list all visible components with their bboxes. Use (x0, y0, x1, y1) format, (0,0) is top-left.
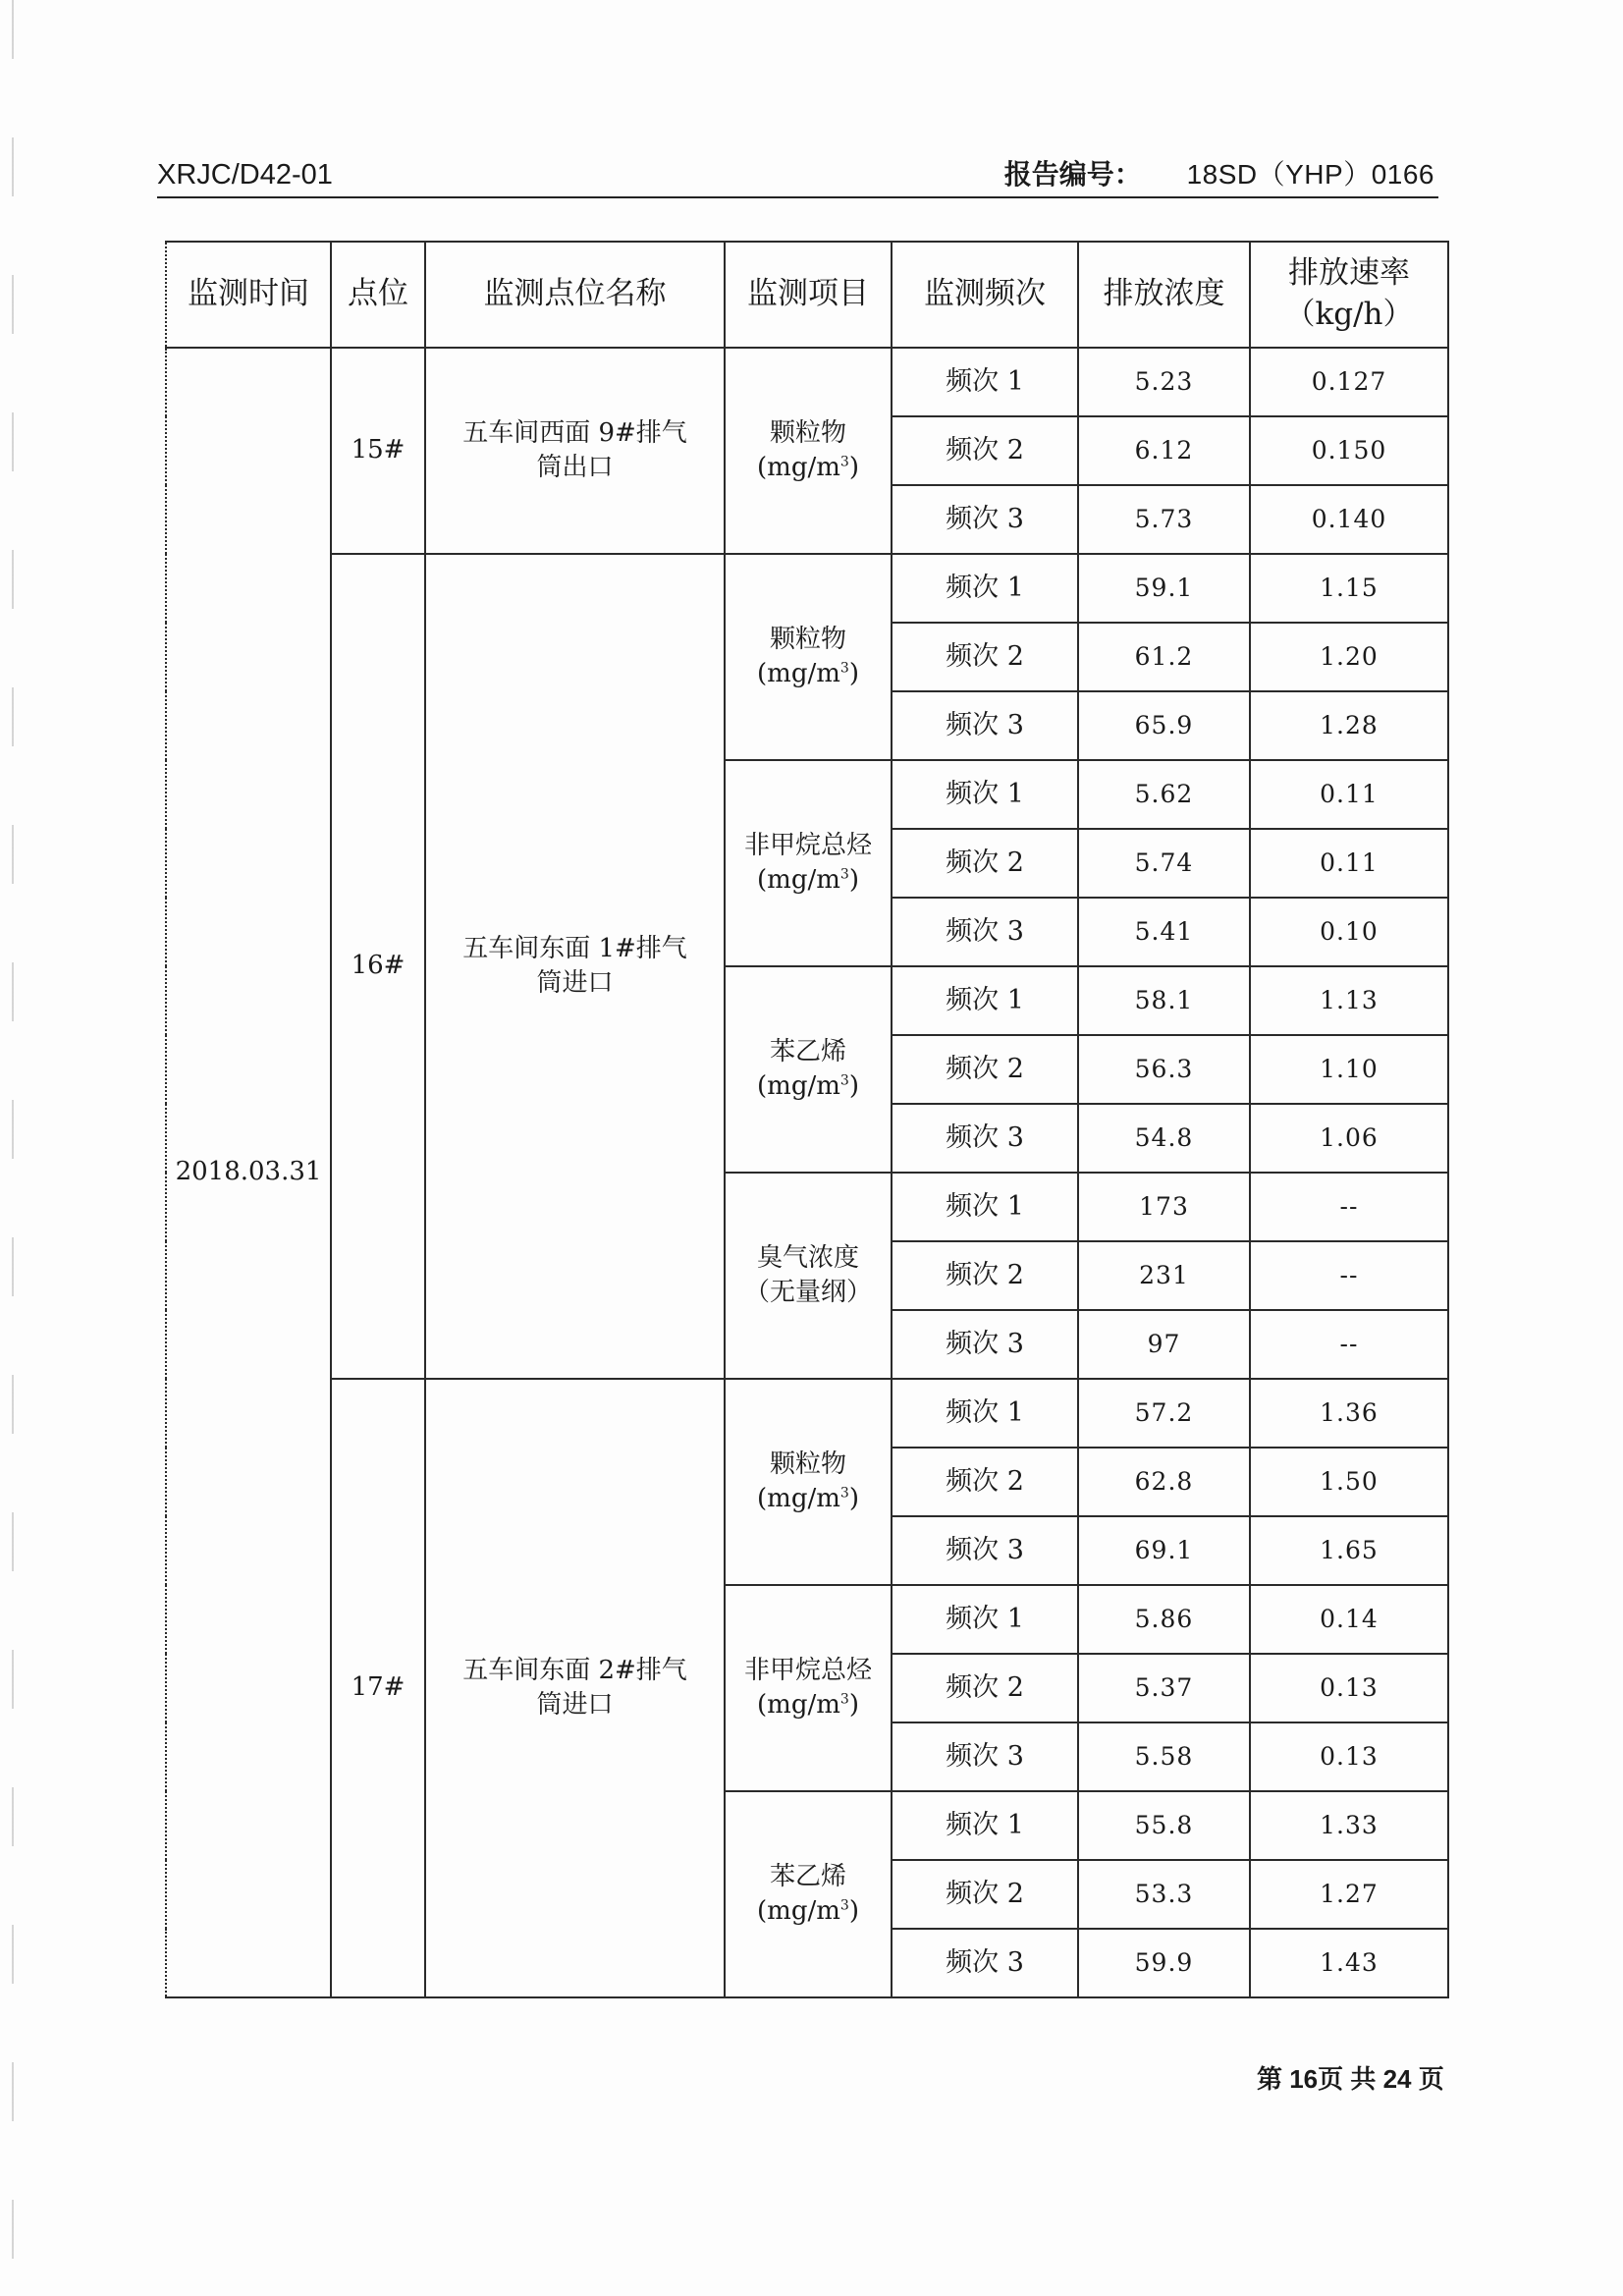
frequency-cell: 频次 2 (892, 416, 1078, 485)
rate-cell: 1.28 (1250, 691, 1448, 760)
table-row (166, 348, 1448, 416)
item-unit (726, 451, 891, 485)
point-name: 五车间东面 1#排气筒进口 (425, 554, 725, 1379)
concentration-cell: 65.9 (1078, 691, 1250, 760)
concentration-cell: 5.74 (1078, 829, 1250, 898)
item-unit-text: (mg/m (757, 659, 840, 688)
frequency-cell: 频次 1 (892, 554, 1078, 623)
item-unit (726, 1276, 891, 1310)
rate-cell: 1.36 (1250, 1379, 1448, 1448)
frequency-cell: 频次 1 (892, 1173, 1078, 1241)
concentration-cell: 61.2 (1078, 623, 1250, 691)
monitoring-item (725, 554, 892, 760)
rate-cell: 1.43 (1250, 1929, 1448, 1997)
item-unit-close: ) (848, 1896, 859, 1926)
frequency-cell: 频次 1 (892, 1791, 1078, 1860)
rate-cell: 1.65 (1250, 1516, 1448, 1585)
concentration-cell: 5.73 (1078, 485, 1250, 554)
item-unit-text: (mg/m (757, 865, 840, 895)
frequency-cell: 频次 1 (892, 1585, 1078, 1654)
item-unit (726, 1069, 891, 1104)
concentration-cell: 173 (1078, 1173, 1250, 1241)
concentration-cell: 54.8 (1078, 1104, 1250, 1173)
frequency-cell: 频次 3 (892, 1722, 1078, 1791)
page-header (157, 147, 1438, 198)
rate-cell: -- (1250, 1173, 1448, 1241)
item-unit-text: (mg/m (757, 1896, 840, 1926)
concentration-cell: 6.12 (1078, 416, 1250, 485)
item-unit-close: ) (848, 865, 859, 895)
col-header-point-name: 监测点位名称 (425, 242, 725, 348)
rate-cell: 1.20 (1250, 623, 1448, 691)
item-unit-close: ) (848, 1690, 859, 1720)
report-number-value: 18SD（YHP）0166 (1186, 159, 1434, 190)
frequency-cell: 频次 1 (892, 760, 1078, 829)
report-number (1004, 153, 1434, 192)
item-unit-sup: 3 (839, 454, 849, 470)
frequency-cell: 频次 2 (892, 1448, 1078, 1516)
item-unit-sup: 3 (839, 1072, 849, 1089)
item-unit-text: （无量纲） (743, 1278, 872, 1307)
item-unit-text: (mg/m (757, 1690, 840, 1720)
col-header-point: 点位 (331, 242, 425, 348)
item-name: 苯乙烯 (769, 1036, 846, 1066)
concentration-cell: 57.2 (1078, 1379, 1250, 1448)
monitoring-item (725, 1173, 892, 1379)
frequency-cell: 频次 1 (892, 1379, 1078, 1448)
frequency-cell: 频次 2 (892, 1241, 1078, 1310)
item-name: 非甲烷总烃 (743, 830, 872, 860)
concentration-cell: 231 (1078, 1241, 1250, 1310)
item-unit-sup: 3 (839, 1691, 849, 1708)
frequency-cell: 频次 2 (892, 1860, 1078, 1929)
item-unit-sup: 3 (839, 1485, 849, 1502)
col-header-rate-label: 排放速率 (1288, 255, 1410, 292)
concentration-cell: 5.62 (1078, 760, 1250, 829)
rate-cell: 0.150 (1250, 416, 1448, 485)
concentration-cell: 97 (1078, 1310, 1250, 1379)
item-unit-sup: 3 (839, 1897, 849, 1914)
col-header-frequency: 监测频次 (892, 242, 1078, 348)
col-header-time: 监测时间 (166, 242, 331, 348)
item-unit-text: (mg/m (757, 1484, 840, 1513)
item-unit (726, 1688, 891, 1722)
document-code: XRJC/D42-01 (157, 159, 333, 191)
item-unit-close: ) (848, 1071, 859, 1101)
item-unit (726, 657, 891, 691)
point-id: 17# (331, 1379, 425, 1997)
frequency-cell: 频次 1 (892, 966, 1078, 1035)
monitoring-item (725, 348, 892, 554)
item-unit (726, 863, 891, 898)
page-number: 第 16页 共 24 页 (1257, 2064, 1444, 2094)
col-header-concentration: 排放浓度 (1078, 242, 1250, 348)
item-name: 颗粒物 (769, 1449, 846, 1479)
concentration-cell: 5.86 (1078, 1585, 1250, 1654)
item-unit-sup: 3 (839, 660, 849, 677)
frequency-cell: 频次 1 (892, 348, 1078, 416)
rate-cell: 1.06 (1250, 1104, 1448, 1173)
monitoring-item (725, 966, 892, 1173)
monitoring-table (165, 241, 1449, 1998)
table-header-row (166, 242, 1448, 348)
item-unit-close: ) (848, 1484, 859, 1513)
frequency-cell: 频次 3 (892, 1516, 1078, 1585)
rate-cell: 1.33 (1250, 1791, 1448, 1860)
frequency-cell: 频次 3 (892, 898, 1078, 966)
scan-edge (12, 0, 14, 2296)
rate-cell: 1.10 (1250, 1035, 1448, 1104)
frequency-cell: 频次 2 (892, 1035, 1078, 1104)
point-id: 16# (331, 554, 425, 1379)
rate-cell: 0.11 (1250, 829, 1448, 898)
item-unit-text: (mg/m (757, 453, 840, 482)
frequency-cell: 频次 3 (892, 691, 1078, 760)
item-unit (726, 1482, 891, 1516)
rate-cell: -- (1250, 1241, 1448, 1310)
rate-cell: 0.10 (1250, 898, 1448, 966)
item-name: 颗粒物 (769, 417, 846, 448)
frequency-cell: 频次 3 (892, 1104, 1078, 1173)
concentration-cell: 53.3 (1078, 1860, 1250, 1929)
frequency-cell: 频次 2 (892, 623, 1078, 691)
concentration-cell: 62.8 (1078, 1448, 1250, 1516)
report-number-label: 报告编号： (1003, 159, 1142, 190)
rate-cell: 1.15 (1250, 554, 1448, 623)
item-name: 非甲烷总烃 (743, 1655, 872, 1685)
concentration-cell: 69.1 (1078, 1516, 1250, 1585)
col-header-item: 监测项目 (725, 242, 892, 348)
monitoring-item (725, 1585, 892, 1791)
concentration-cell: 56.3 (1078, 1035, 1250, 1104)
frequency-cell: 频次 2 (892, 1654, 1078, 1722)
rate-cell: 0.11 (1250, 760, 1448, 829)
monitoring-item (725, 1791, 892, 1997)
rate-cell: 0.140 (1250, 485, 1448, 554)
rate-cell: 0.14 (1250, 1585, 1448, 1654)
frequency-cell: 频次 3 (892, 1929, 1078, 1997)
rate-cell: 1.27 (1250, 1860, 1448, 1929)
rate-cell: 0.13 (1250, 1722, 1448, 1791)
item-unit-close: ) (848, 659, 859, 688)
item-name: 臭气浓度 (756, 1242, 859, 1273)
monitoring-item (725, 760, 892, 966)
item-name: 苯乙烯 (769, 1861, 846, 1891)
concentration-cell: 59.9 (1078, 1929, 1250, 1997)
rate-cell: 0.13 (1250, 1654, 1448, 1722)
item-unit (726, 1894, 891, 1929)
point-name: 五车间西面 9#排气筒出口 (425, 348, 725, 554)
rate-cell: 1.13 (1250, 966, 1448, 1035)
item-unit-sup: 3 (839, 866, 849, 883)
point-id: 15# (331, 348, 425, 554)
rate-cell: 1.50 (1250, 1448, 1448, 1516)
concentration-cell: 5.58 (1078, 1722, 1250, 1791)
monitoring-date: 2018.03.31 (166, 348, 331, 1997)
concentration-cell: 58.1 (1078, 966, 1250, 1035)
col-header-rate (1250, 242, 1448, 348)
rate-cell: -- (1250, 1310, 1448, 1379)
concentration-cell: 5.41 (1078, 898, 1250, 966)
point-name: 五车间东面 2#排气筒进口 (425, 1379, 725, 1997)
frequency-cell: 频次 3 (892, 485, 1078, 554)
concentration-cell: 59.1 (1078, 554, 1250, 623)
item-unit-text: (mg/m (757, 1071, 840, 1101)
col-header-rate-unit: （kg/h） (1284, 297, 1414, 332)
item-name: 颗粒物 (769, 624, 846, 654)
monitoring-item (725, 1379, 892, 1585)
table-row (166, 1379, 1448, 1448)
frequency-cell: 频次 3 (892, 1310, 1078, 1379)
table-body (166, 348, 1448, 1997)
frequency-cell: 频次 2 (892, 829, 1078, 898)
concentration-cell: 55.8 (1078, 1791, 1250, 1860)
concentration-cell: 5.37 (1078, 1654, 1250, 1722)
table-row (166, 554, 1448, 623)
rate-cell: 0.127 (1250, 348, 1448, 416)
item-unit-close: ) (848, 453, 859, 482)
concentration-cell: 5.23 (1078, 348, 1250, 416)
